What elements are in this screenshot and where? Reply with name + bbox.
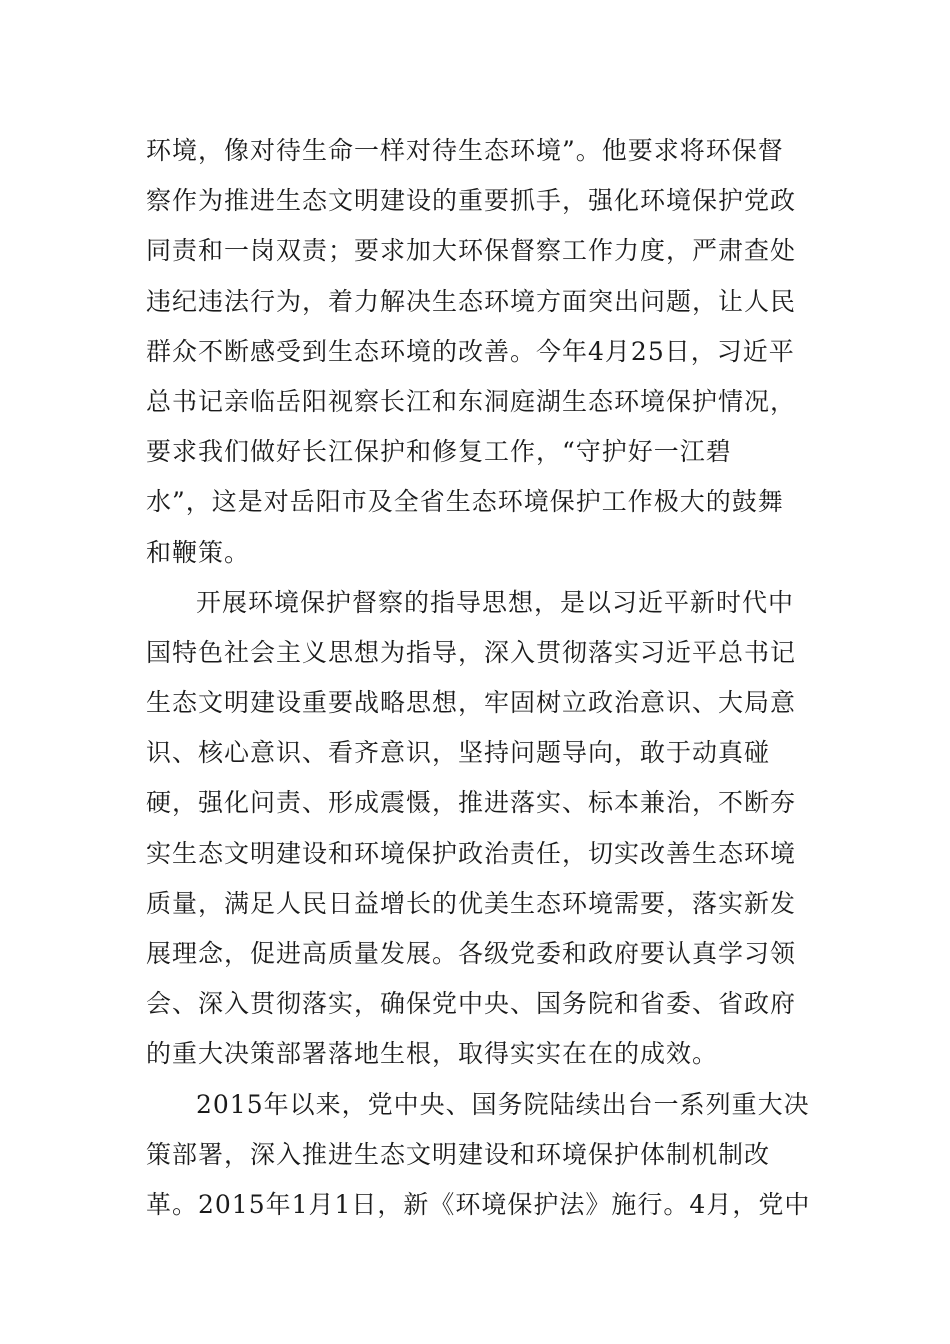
text-line: 同责和一岗双责；要求加大环保督察工作力度，严肃查处 [146, 236, 797, 266]
text-line: 识、核心意识、看齐意识，坚持问题导向，敢于动真碰 [146, 738, 771, 768]
text-line: 生态文明建设重要战略思想，牢固树立政治意识、大局意 [146, 688, 797, 718]
text-line: 察作为推进生态文明建设的重要抓手，强化环境保护党政 [146, 186, 797, 216]
text-line: 的重大决策部署落地生根，取得实实在在的成效。 [146, 1039, 719, 1069]
text-line: 和鞭策。 [146, 537, 251, 567]
text-line: 展理念，促进高质量发展。各级党委和政府要认真学习领 [146, 939, 797, 968]
paragraph-start-line: 开展环境保护督察的指导思想，是以习近平新时代中 [196, 587, 795, 617]
text-line: 群众不断感受到生态环境的改善。今年4月25日，习近平 [146, 336, 795, 366]
text-line: 会、深入贯彻落实，确保党中央、国务院和省委、省政府 [146, 989, 797, 1019]
text-line: 质量，满足人民日益增长的优美生态环境需要，落实新发 [146, 888, 797, 918]
text-line: 要求我们做好长江保护和修复工作，“守护好一江碧 [146, 437, 732, 467]
text-line: 违纪违法行为，着力解决生态环境方面突出问题，让人民 [146, 286, 797, 316]
text-line: 硬，强化问责、形成震慑，推进落实、标本兼治，不断夯 [146, 788, 797, 818]
text-line: 国特色社会主义思想为指导，深入贯彻落实习近平总书记 [146, 637, 797, 667]
text-line: 实生态文明建设和环境保护政治责任，切实改善生态环境 [146, 838, 797, 868]
body-text [146, 126, 811, 1230]
text-line: 策部署，深入推进生态文明建设和环境保护体制机制改 [146, 1139, 771, 1169]
text-line: 革。2015年1月1日，新《环境保护法》施行。4月，党中 [146, 1189, 811, 1219]
text-line: 总书记亲临岳阳视察长江和东洞庭湖生态环境保护情况， [146, 386, 797, 416]
text-line: 环境，像对待生命一样对待生态环境”。他要求将环保督 [146, 136, 784, 165]
paragraph-start-line: 2015年以来，党中央、国务院陆续出台一系列重大决 [196, 1089, 810, 1119]
text-line: 水”，这是对岳阳市及全省生态环境保护工作极大的鼓舞 [146, 487, 784, 517]
